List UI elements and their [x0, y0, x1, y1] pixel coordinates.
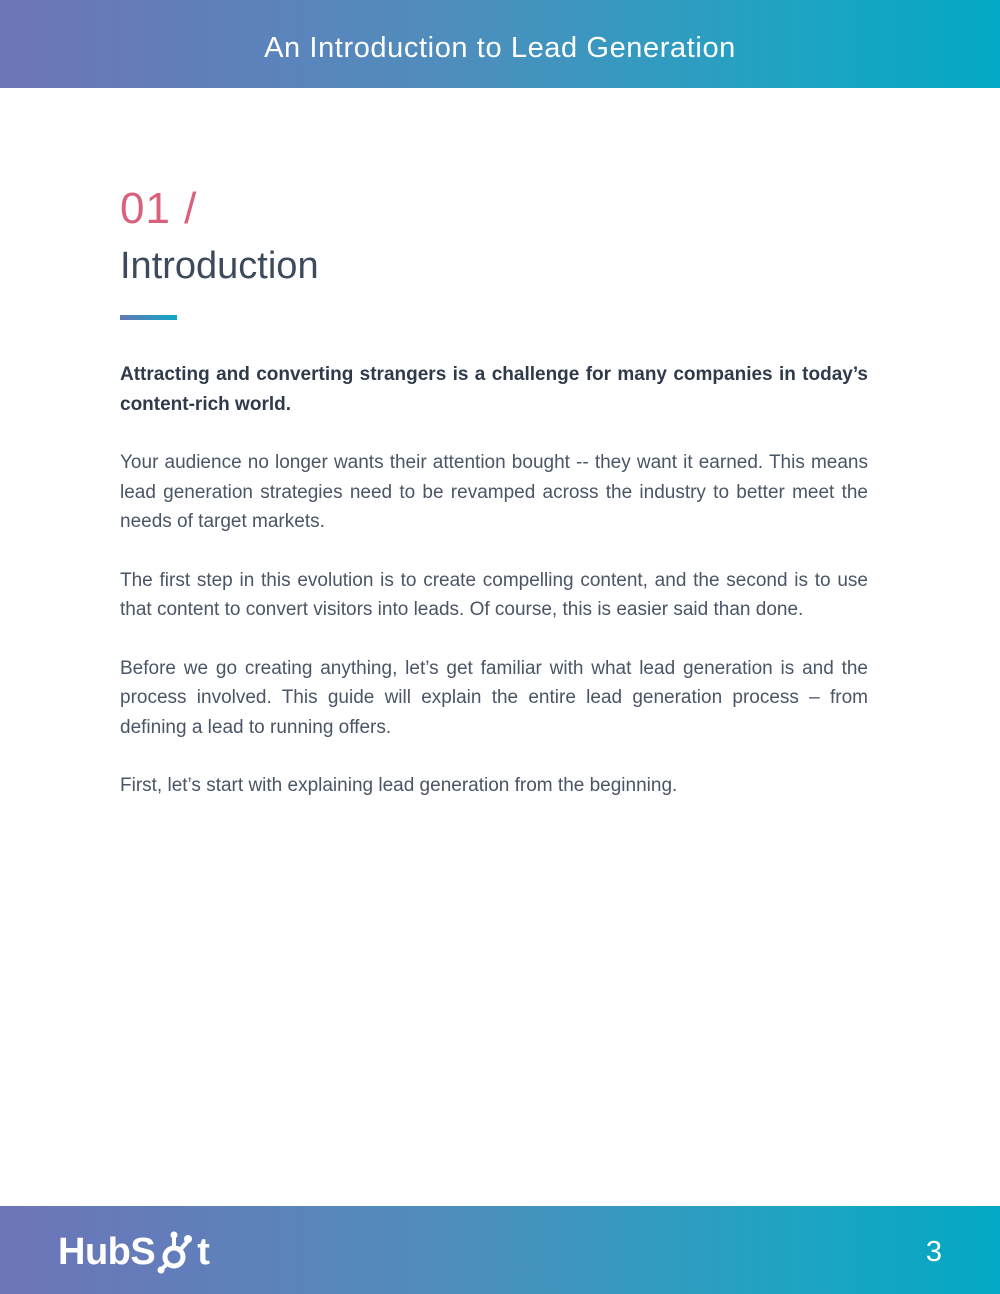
- title-divider: [120, 315, 177, 320]
- document-title: An Introduction to Lead Generation: [264, 32, 736, 64]
- section-number: 01 /: [120, 184, 198, 233]
- page-footer: [0, 1206, 1000, 1294]
- section-title: Introduction: [120, 245, 319, 287]
- body-text: [120, 360, 868, 830]
- page-header: [0, 0, 1000, 88]
- page-number: 3: [925, 1236, 942, 1268]
- body-paragraph: The first step in this evolution is to create compelling content, and the second is to use that content to convert visitors into leads. Of course, this is easier said than done.: [120, 569, 868, 620]
- body-paragraph: First, let’s start with explaining lead generation from the beginning.: [120, 775, 678, 796]
- sprocket-icon: [156, 1230, 196, 1274]
- body-paragraph: Before we go creating anything, let’s get familiar with what lead generation is and the process involved. This guide will explain the entire lead generation process – from defining a lead to running offers.: [120, 657, 868, 738]
- hubspot-logo: [58, 1228, 209, 1276]
- body-paragraph: Your audience no longer wants their attention bought -- they want it earned. This means lead generation strategies need to be revamped across the industry to better meet the needs of target markets.: [120, 452, 868, 532]
- logo-text-left: HubS: [58, 1230, 156, 1273]
- lead-paragraph: Attracting and converting strangers is a challenge for many companies in today’s content-rich world.: [120, 364, 868, 415]
- logo-text-right: t: [197, 1230, 210, 1273]
